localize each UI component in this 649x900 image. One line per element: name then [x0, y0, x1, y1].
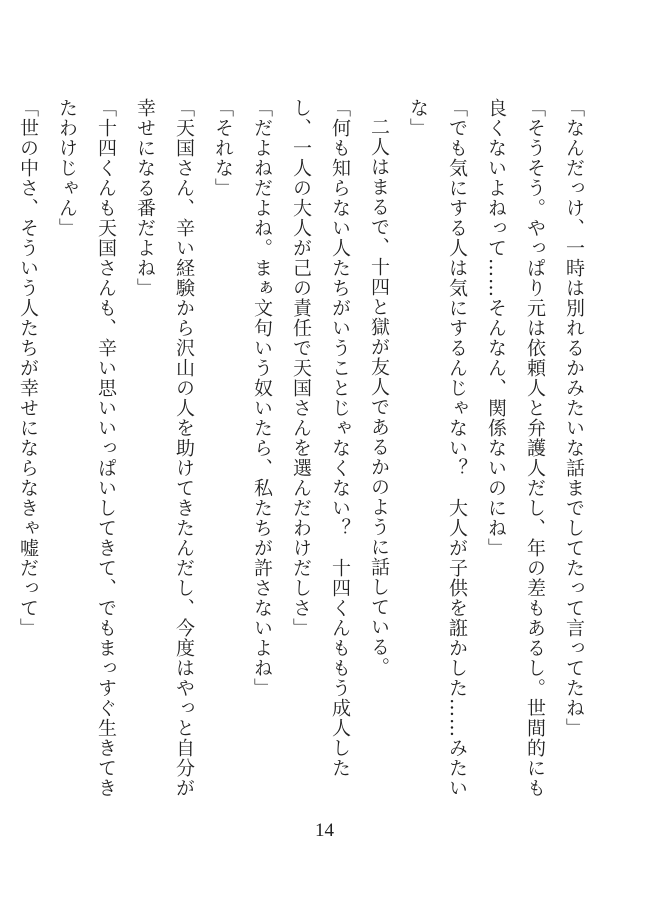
text-line: 「そうそう。やっぱり元は依頼人と弁護人だし、年の差もあるし。世間的にも良くないよねって……そんなん、関係ないのにね」 [485, 98, 546, 798]
text-line: 二人はまるで、十四と獄が友人であるかのように話している。 [368, 117, 390, 677]
text-line: 「でも気にする人は気にするんじゃない？ 大人が子供を誑かした……みたいな」 [407, 98, 468, 798]
text-line: 「世の中さ、そういう人たちが幸せにならなきゃ嘘だって」 [17, 98, 39, 638]
text-line: 「天国さん、辛い経験から沢山の人を助けてきたんだし、今度はやっと自分が幸せになる番だよね」 [134, 98, 195, 798]
vertical-text-body [17, 98, 593, 798]
text-line [0, 98, 8, 798]
text-line: 「だよねだよね。まぁ文句いう奴いたら、私たちが許さないよね」 [251, 98, 273, 698]
text-line: 「何も知らない人たちがいうことじゃなくない？ 十四くんももう成人したし、一人の大人が己の責任で天国さんを選んだわけだしさ」 [290, 98, 351, 778]
text-line: 「十四くんも天国さんも、辛い思いいっぱいしてきて、でもまっすぐ生きてきたわけじゃん」 [56, 98, 117, 798]
text-line: 「それな」 [212, 98, 234, 198]
text-line: 「なんだっけ、一時は別れるかみたいな話までしてたって言ってたね」 [563, 98, 585, 738]
page-number: 14 [315, 820, 334, 841]
